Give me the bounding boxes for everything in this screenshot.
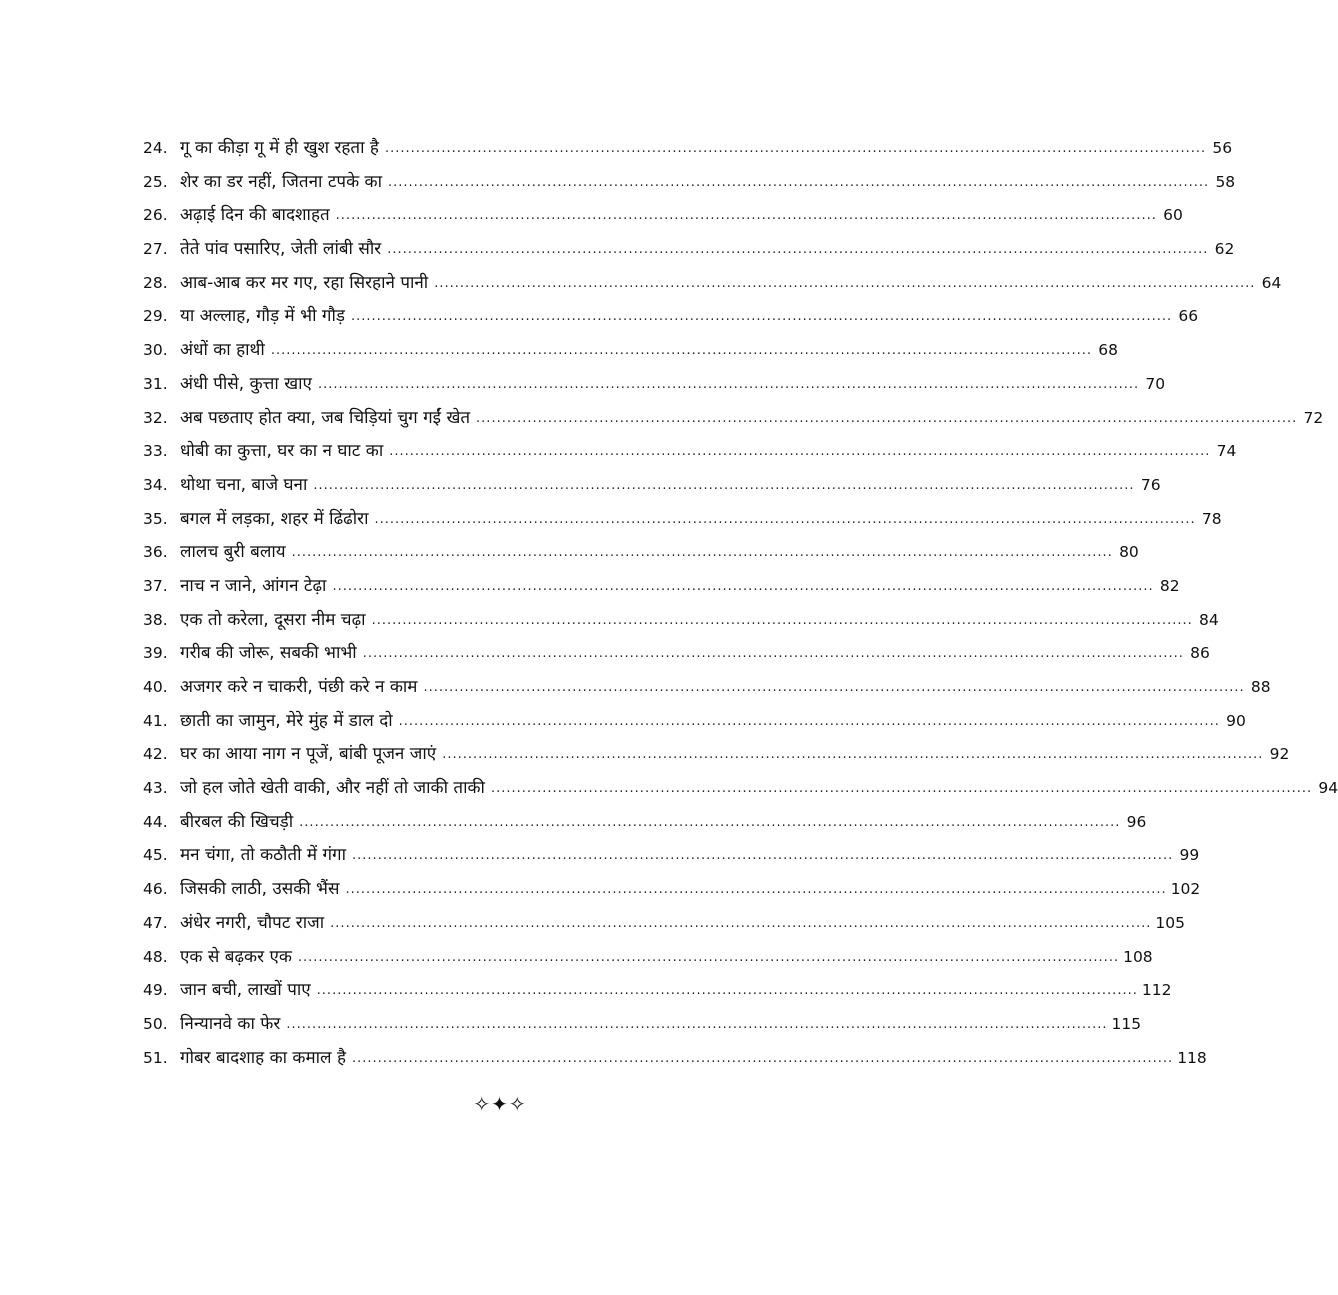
toc-dot-leader: ................................................................................................................................................................ [332,578,1154,594]
toc-entry-title: थोथा चना, बाजे घना [180,474,308,495]
toc-entry-title: गरीब की जोरू, सबकी भाभी [180,643,357,664]
toc-entry-page-number: 72 [1303,408,1324,427]
toc-entry-number: 46. [143,880,168,899]
toc-entry-title: निन्यानवे का फेर [180,1013,281,1034]
toc-entry [143,907,1185,941]
toc-entry-page-number: 84 [1199,610,1219,629]
toc-entry-number: 42. [143,745,168,764]
toc-dot-leader: ................................................................................................................................................................ [270,343,1092,359]
toc-dot-leader: ................................................................................................................................................................ [352,848,1174,864]
toc-dot-leader: ................................................................................................................................................................ [286,1016,1108,1032]
toc-dot-leader: ................................................................................................................................................................ [388,174,1210,190]
toc-dot-leader: ................................................................................................................................................................ [299,814,1121,830]
toc-entry-title: एक तो करेला, दूसरा नीम चढ़ा [180,609,366,630]
toc-entry-title: जो हल जोते खेती वाकी, और नहीं तो जाकी ताकी [180,778,485,799]
toc-entry [143,806,1147,840]
toc-entry-page-number: 76 [1140,475,1161,494]
toc-entry-title: छाती का जामुन, मेरे मुंह में डाल दो [180,710,393,731]
table-of-contents [143,132,1338,1075]
toc-entry-number: 49. [143,981,168,1000]
toc-entry-number: 43. [143,779,168,798]
toc-entry-page-number: 68 [1098,341,1118,360]
toc-dot-leader: ................................................................................................................................................................ [330,915,1152,931]
toc-entry [143,503,1222,537]
toc-entry-page-number: 115 [1111,1014,1142,1033]
toc-entry-number: 34. [143,475,168,494]
toc-entry-title: अब पछताए होत क्या, जब चिड़ियां चुग गईं खेत [180,407,471,428]
toc-entry [143,974,1172,1008]
toc-entry-page-number: 64 [1261,273,1282,292]
toc-entry-title: एक से बढ़कर एक [180,946,292,967]
toc-entry-number: 27. [143,240,168,259]
toc-entry-number: 37. [143,576,168,595]
toc-entry-page-number: 70 [1145,374,1166,393]
toc-entry-page-number: 92 [1269,745,1290,764]
toc-entry-title: धोबी का कुत्ता, घर का न घाट का [180,441,384,462]
toc-dot-leader: ................................................................................................................................................................ [291,545,1113,561]
toc-entry-page-number: 74 [1216,442,1237,461]
toc-entry [143,334,1118,368]
toc-entry-number: 44. [143,812,168,831]
toc-entry [143,637,1210,671]
toc-entry-title: अढ़ाई दिन की बादशाहत [180,205,330,226]
toc-entry-title: गोबर बादशाह का कमाल है [180,1047,347,1068]
toc-dot-leader: ................................................................................................................................................................ [362,646,1184,662]
toc-entry-number: 29. [143,307,168,326]
toc-entry-page-number: 60 [1163,206,1183,225]
toc-entry-page-number: 118 [1177,1048,1207,1067]
toc-entry-page-number: 82 [1159,576,1180,595]
toc-entry [143,738,1290,772]
toc-entry-number: 40. [143,678,168,696]
toc-dot-leader: ................................................................................................................................................................ [384,141,1207,156]
toc-entry [143,604,1219,638]
toc-entry-page-number: 66 [1178,307,1199,326]
toc-entry-page-number: 94 [1318,779,1338,798]
toc-entry [143,536,1139,570]
toc-dot-leader: ................................................................................................................................................................ [317,376,1140,392]
toc-dot-leader: ................................................................................................................................................................ [423,680,1245,695]
toc-entry-page-number: 88 [1250,678,1271,696]
toc-entry-page-number: 58 [1215,172,1236,191]
toc-entry-title: जिसकी लाठी, उसकी भैंस [180,879,340,900]
toc-entry-page-number: 78 [1201,509,1222,528]
toc-dot-leader: ................................................................................................................................................................ [490,781,1313,797]
toc-entry [143,267,1282,301]
toc-entry-number: 38. [143,610,168,629]
toc-entry-title: अंधों का हाथी [180,340,265,361]
toc-entry [143,402,1324,436]
toc-entry-number: 45. [143,846,168,865]
toc-dot-leader: ................................................................................................................................................................ [371,612,1193,628]
toc-entry [143,469,1161,503]
toc-entry-page-number: 56 [1212,139,1233,157]
toc-dot-leader: ................................................................................................................................................................ [374,511,1196,527]
toc-entry-number: 35. [143,509,168,528]
toc-entry-title: अंधी पीसे, कुत्ता खाए [180,373,312,394]
toc-entry-page-number: 90 [1226,711,1246,730]
ornament-divider: ✧✦✧ [473,1092,527,1116]
toc-entry-number: 51. [143,1048,168,1067]
toc-entry-number: 28. [143,273,168,292]
toc-entry-title: मन चंगा, तो कठौती में गंगा [180,845,347,866]
toc-entry-title: नाच न जाने, आंगन टेढ़ा [180,575,327,596]
toc-entry [143,671,1271,705]
toc-entry-title: बीरबल की खिचड़ी [180,811,294,832]
toc-entry [143,1042,1207,1076]
toc-entry-title: गू का कीड़ा गू में ही खुश रहता है [180,138,379,158]
toc-dot-leader: ................................................................................................................................................................ [313,477,1135,493]
toc-dot-leader: ................................................................................................................................................................ [387,242,1209,258]
toc-entry [143,941,1153,975]
toc-entry-number: 33. [143,442,168,461]
toc-entry [143,132,1233,166]
toc-entry-title: जान बची, लाखों पाए [180,980,311,1001]
toc-dot-leader: ................................................................................................................................................................ [398,713,1220,729]
toc-entry-title: अजगर करे न चाकरी, पंछी करे न काम [180,677,418,697]
toc-entry [143,368,1166,402]
toc-entry-title: बगल में लड़का, शहर में ढिंढोरा [180,508,369,529]
toc-entry [143,166,1236,200]
toc-entry [143,570,1180,604]
toc-entry [143,873,1201,907]
toc-entry [143,199,1183,233]
toc-entry-number: 48. [143,947,168,966]
toc-entry-number: 39. [143,644,168,663]
toc-entry-title: घर का आया नाग न पूजें, बांबी पूजन जाएं [180,744,437,765]
toc-dot-leader: ................................................................................................................................................................ [389,444,1211,460]
toc-entry [143,772,1338,806]
toc-entry-number: 50. [143,1014,168,1033]
toc-entry-title: लालच बुरी बलाय [180,542,286,563]
toc-dot-leader: ................................................................................................................................................................ [352,1050,1174,1066]
toc-dot-leader: ................................................................................................................................................................ [350,309,1173,325]
toc-entry-page-number: 80 [1119,543,1139,562]
toc-entry-page-number: 112 [1141,981,1172,1000]
toc-entry-page-number: 108 [1123,947,1153,966]
toc-entry-page-number: 86 [1190,644,1210,663]
toc-entry-number: 26. [143,206,168,225]
toc-entry-number: 47. [143,913,168,932]
toc-entry-number: 24. [143,139,168,157]
toc-entry-number: 32. [143,408,168,427]
toc-dot-leader: ................................................................................................................................................................ [335,208,1157,224]
toc-entry [143,1008,1142,1042]
toc-entry-page-number: 62 [1214,240,1235,259]
toc-entry-page-number: 99 [1179,846,1200,865]
toc-entry-title: अंधेर नगरी, चौपट राजा [180,912,325,933]
toc-entry-page-number: 96 [1126,812,1147,831]
toc-dot-leader: ................................................................................................................................................................ [434,275,1256,291]
toc-entry [143,233,1235,267]
toc-dot-leader: ................................................................................................................................................................ [345,882,1167,898]
toc-dot-leader: ................................................................................................................................................................ [316,983,1138,999]
toc-entry-page-number: 102 [1170,880,1201,899]
toc-entry [143,839,1200,873]
toc-entry [143,705,1246,739]
toc-entry-title: तेते पांव पसारिए, जेती लांबी सौर [180,239,382,260]
toc-entry-number: 25. [143,172,168,191]
toc-dot-leader: ................................................................................................................................................................ [476,410,1298,426]
toc-entry-number: 31. [143,374,168,393]
toc-entry-number: 36. [143,543,168,562]
toc-dot-leader: ................................................................................................................................................................ [442,747,1264,763]
toc-entry-title: या अल्लाह, गौड़ में भी गौड़ [180,306,345,327]
toc-entry [143,300,1199,334]
toc-entry-page-number: 105 [1155,913,1185,932]
toc-entry-title: शेर का डर नहीं, जितना टपके का [180,171,382,192]
toc-entry-title: आब-आब कर मर गए, रहा सिरहाने पानी [180,272,429,293]
toc-entry-number: 41. [143,711,168,730]
toc-entry [143,435,1237,469]
toc-entry-number: 30. [143,341,168,360]
toc-dot-leader: ................................................................................................................................................................ [297,949,1120,965]
